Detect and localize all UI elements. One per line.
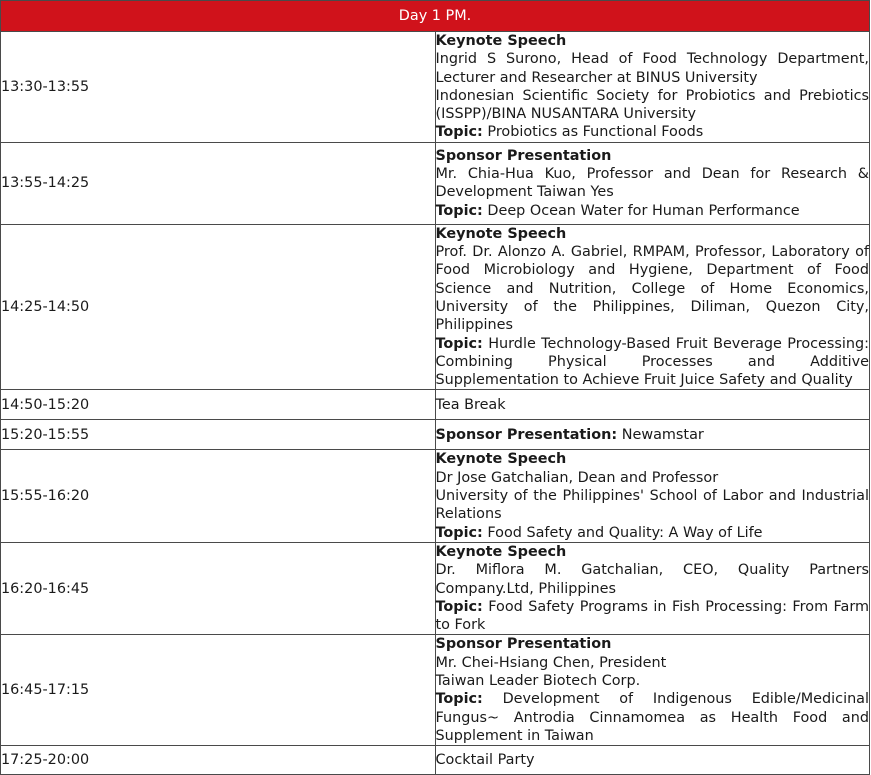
topic-label: Topic: [435,335,483,352]
time-cell: 13:30-13:55 [1,32,436,143]
time-cell: 14:25-14:50 [1,224,436,390]
session-type: Sponsor Presentation [435,636,612,653]
details-cell [435,635,870,746]
table-row [1,450,870,542]
topic-label: Topic: [435,691,483,708]
table-row [1,32,870,143]
time-cell: 13:55-14:25 [1,142,436,224]
table-row [1,542,870,634]
details-cell [435,420,870,450]
speaker-line: Ingrid S Surono, Head of Food Technology Department, Lecturer and Researcher at BINUS University [435,51,869,86]
table-row [1,142,870,224]
topic-text: Hurdle Technology-Based Fruit Beverage Processing: Combining Physical Processes and Additive Supplementation to Achieve Fruit Juice Safety and Quality [435,335,869,389]
speaker-line: University of the Philippines' School of Labor and Industrial Relations [435,488,869,523]
table-row [1,635,870,746]
topic-text: Probiotics as Functional Foods [487,124,704,141]
table-row [1,420,870,450]
time-cell: 15:55-16:20 [1,450,436,542]
topic-label: Topic: [435,524,483,541]
session-type: Keynote Speech [435,543,567,560]
table-header-row [1,1,870,32]
speaker-line: Dr. Miflora M. Gatchalian, CEO, Quality Partners Company.Ltd, Philippines [435,562,869,597]
sponsor-name: Newamstar [621,426,704,443]
topic-text: Food Safety Programs in Fish Processing: From Farm to Fork [435,598,870,634]
table-row [1,224,870,390]
session-label: Cocktail Party [435,752,535,769]
topic-text: Food Safety and Quality: A Way of Life [487,524,763,541]
speaker-line: Taiwan Leader Biotech Corp. [435,673,641,690]
session-type: Sponsor Presentation [435,147,612,164]
topic-text: Deep Ocean Water for Human Performance [487,202,800,219]
details-cell [435,390,870,420]
speaker-line: Indonesian Scientific Society for Probiotics and Prebiotics (ISSPP)/BINA NUSANTARA University [435,87,869,123]
speaker-line: Dr Jose Gatchalian, Dean and Professor [435,469,719,486]
topic-text: Development of Indigenous Edible/Medicinal Fungus~ Antrodia Cinnamomea as Health Food and Supplement in Taiwan [435,691,870,744]
details-cell [435,224,870,390]
speaker-line: Mr. Chia-Hua Kuo, Professor and Dean for Research & Development Taiwan Yes [435,165,869,201]
session-type: Keynote Speech [435,451,567,468]
session-type: Keynote Speech [435,33,567,49]
details-cell [435,32,870,143]
session-type: Keynote Speech [435,225,567,242]
time-cell: 15:20-15:55 [1,420,436,450]
table-row [1,390,870,420]
details-cell [435,142,870,224]
topic-label: Topic: [435,124,483,141]
session-type: Sponsor Presentation: [435,426,618,443]
topic-label: Topic: [435,598,483,615]
details-cell [435,450,870,542]
time-cell: 17:25-20:00 [1,746,436,775]
speaker-line: Mr. Chei-Hsiang Chen, President [435,654,667,671]
table-row [1,746,870,775]
details-cell [435,542,870,634]
details-cell [435,746,870,775]
day-title: Day 1 PM. [1,1,870,32]
time-cell: 14:50-15:20 [1,390,436,420]
topic-label: Topic: [435,202,483,219]
session-label: Tea Break [435,396,506,413]
time-cell: 16:20-16:45 [1,542,436,634]
speaker-line: Prof. Dr. Alonzo A. Gabriel, RMPAM, Professor, Laboratory of Food Microbiology and Hygiene, Department of Food Science and Nutrition, College of Home Economics, University of the Philippines, Diliman, Quezon City, Philippines [435,244,869,334]
time-cell: 16:45-17:15 [1,635,436,746]
